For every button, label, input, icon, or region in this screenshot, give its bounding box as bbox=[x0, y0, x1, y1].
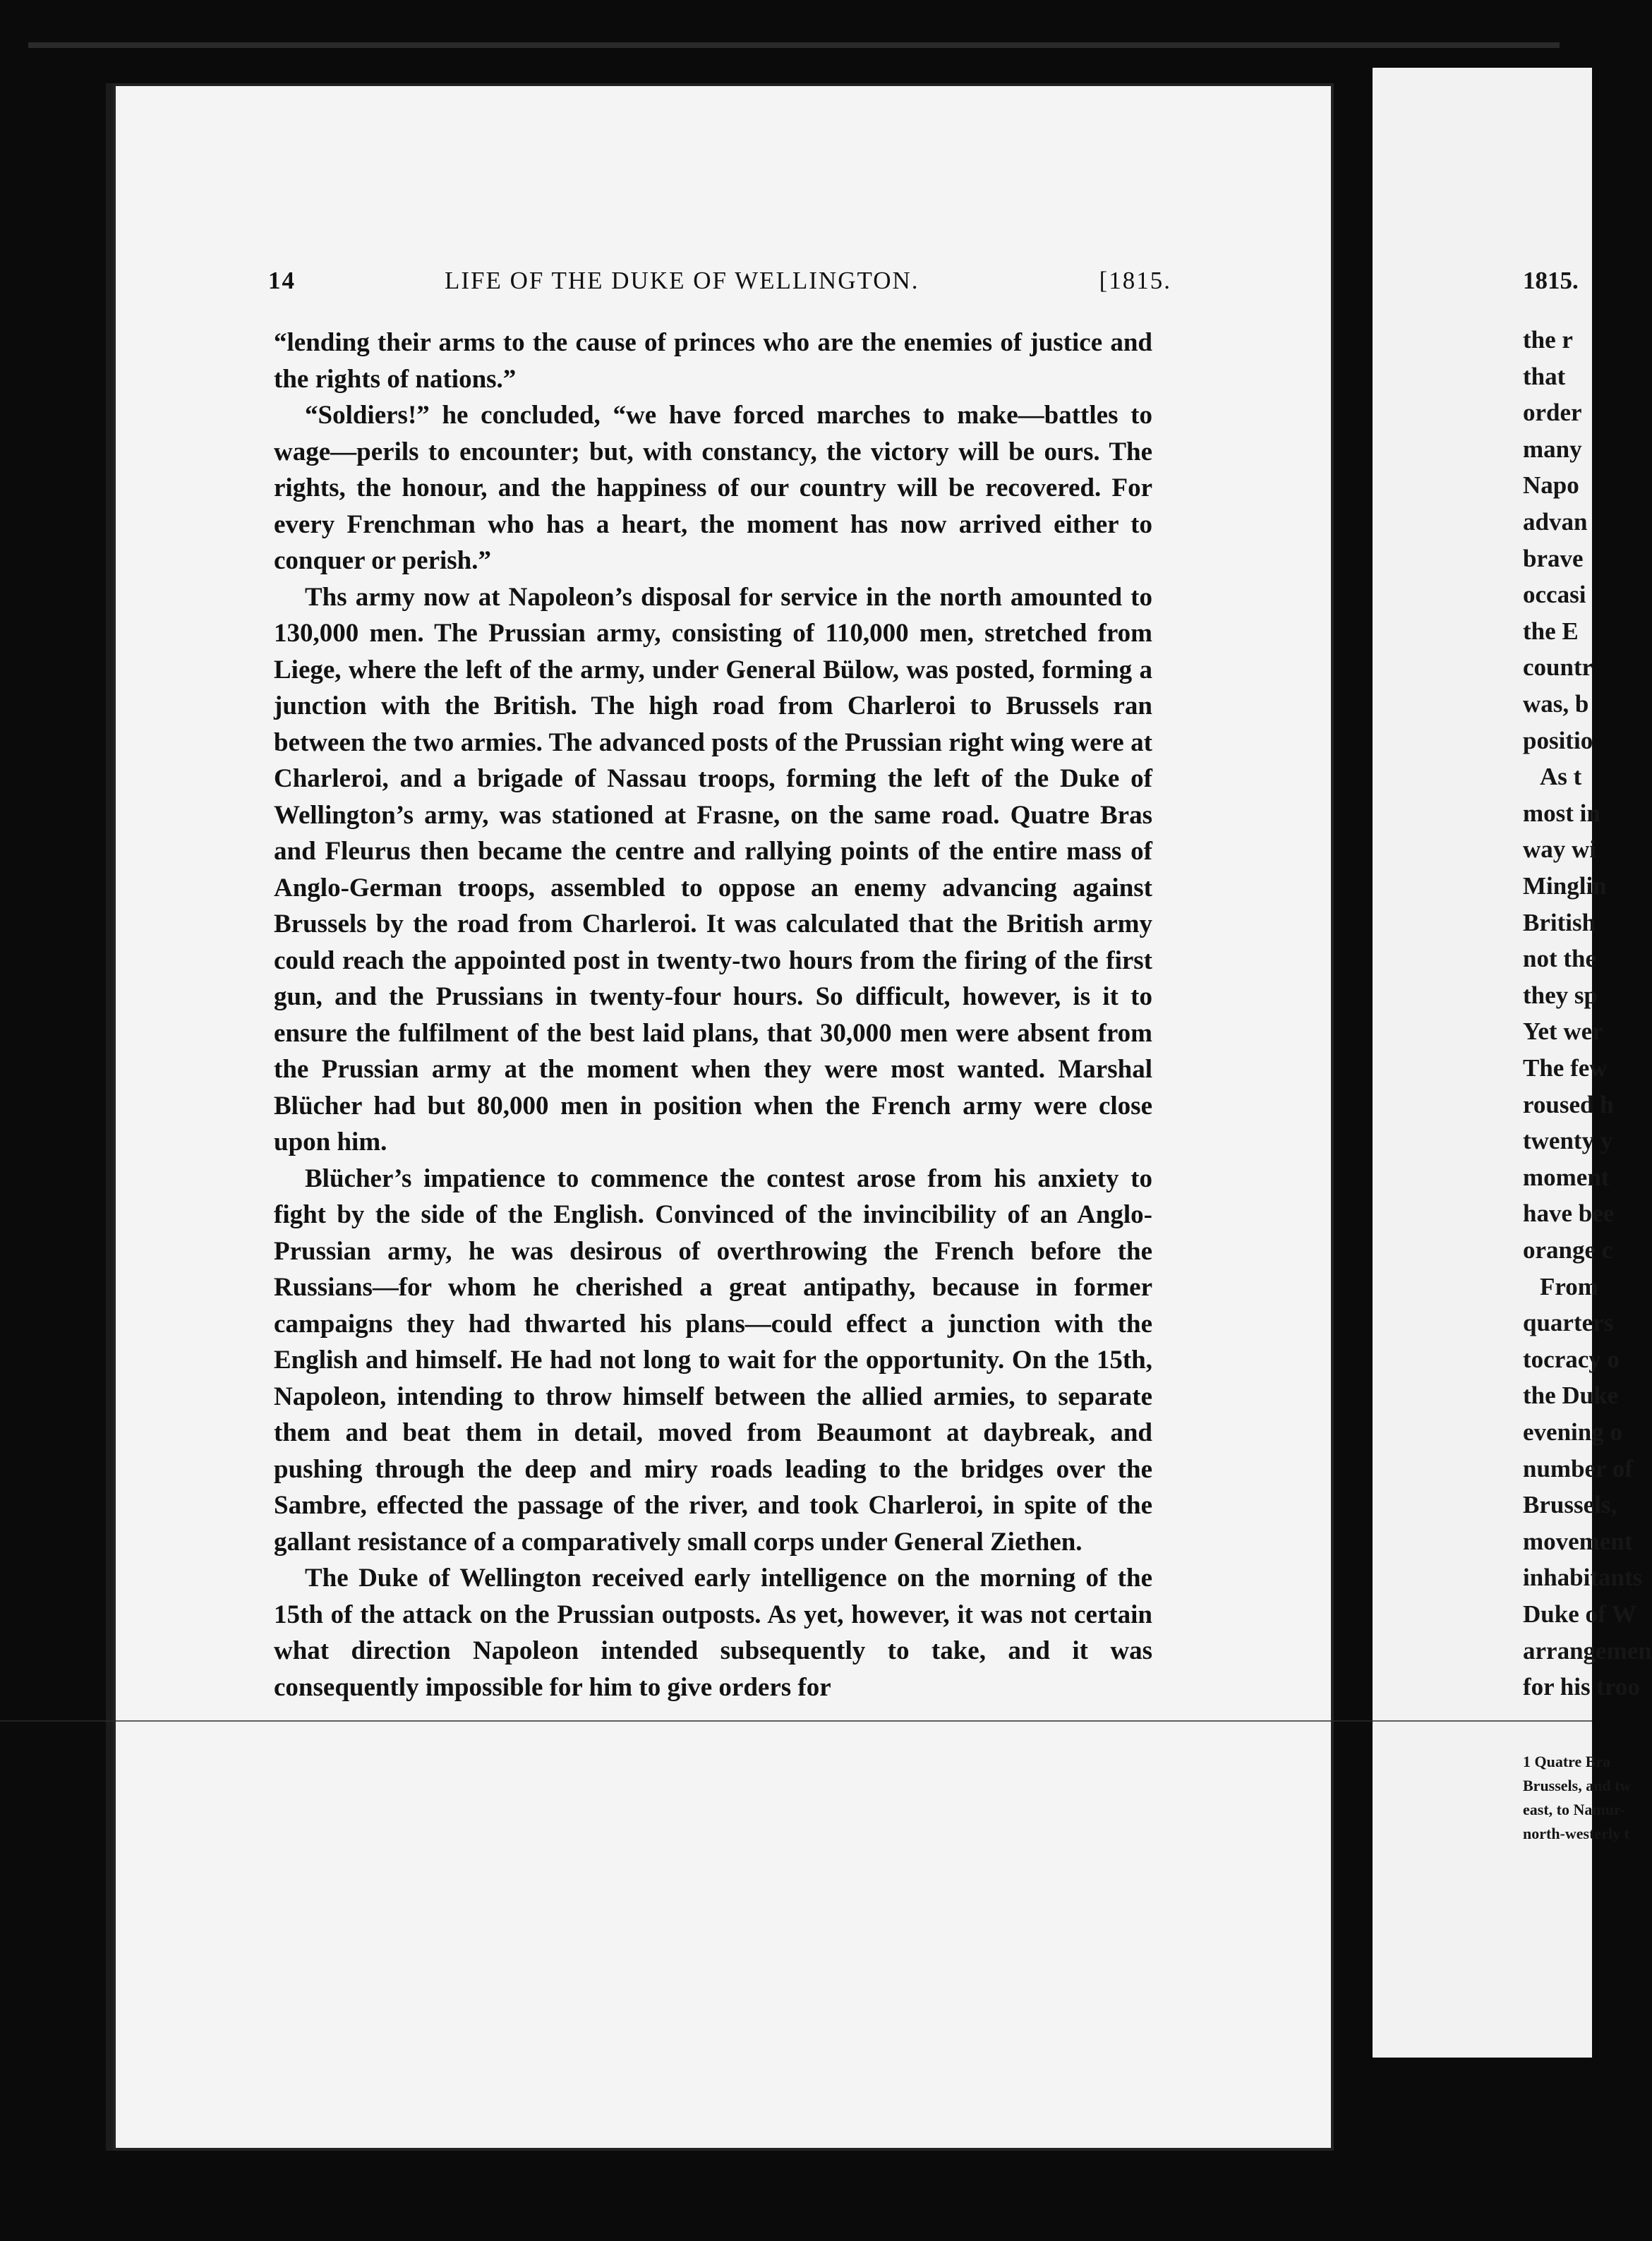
right-page-line: that bbox=[1523, 362, 1566, 390]
paragraph: “Soldiers!” he concluded, “we have forced marches to make—battles to wage—perils to encounter; but, with constancy, the victory will be ours. The rights, the honour, and the happiness of our country will be recovered. For every Frenchman who has a heart, the moment has now arrived either to conquer or perish.” bbox=[274, 401, 1152, 575]
right-page-line: the r bbox=[1523, 326, 1573, 354]
right-page-line: movement bbox=[1523, 1527, 1633, 1555]
right-page-footnote: 1 Quatre Bra bbox=[1523, 1753, 1611, 1770]
right-page-line: evening o bbox=[1523, 1418, 1622, 1446]
right-page-line: way wi bbox=[1523, 835, 1597, 864]
right-page-footnote: north-westerly t bbox=[1523, 1825, 1629, 1842]
body-text bbox=[274, 325, 1152, 1705]
paragraph: Ths army now at Napoleon’s disposal for service in the north amounted to 130,000 men. The Prussian army, consisting of 110,000 men, stretched from Liege, where the left of the army, under General Bülow, was posted, forming a junction with the British. The high road from Charleroi to Brussels ran between the two armies. The advanced posts of the Prussian right wing were at Charleroi, and a brigade of Nassau troops, forming the left of the Duke of Wellington’s army, was stationed at Frasne, on the same road. Quatre Bras and Fleurus then became the centre and rallying points of the entire mass of Anglo-German troops, assembled to oppose an enemy advancing against Brussels by the road from Charleroi. It was calculated that the British army could reach the appointed post in twenty-two hours from the firing of the first gun, and the Prussians in twenty-four hours. So difficult, however, is it to ensure the fulfilment of the best laid plans, that 30,000 men were absent from the Prussian army at the moment when they were most wanted. Marshal Blücher had but 80,000 men in position when the French army were close upon him. bbox=[274, 582, 1152, 1156]
right-page-line: tocracy o bbox=[1523, 1345, 1620, 1373]
paragraph: Blücher’s impatience to commence the contest arose from his anxiety to fight by the side of the English. Convinced of the invincibility of an Anglo-Prussian army, he was desirous of overthrowing the French before the Russians—for whom he cherished a great antipathy, because in former campaigns they had thwarted his plans—could effect a junction with the English and himself. He had not long to wait for the opportunity. On the 15th, Napoleon, intending to throw himself between the allied armies, to separate them and beat them in detail, moved from Beaumont at daybreak, and pushing through the deep and miry roads leading to the bridges over the Sambre, effected the passage of the river, and took Charleroi, in spite of the gallant resistance of a comparatively small corps under General Ziethen. bbox=[274, 1164, 1152, 1557]
binding-shadow bbox=[28, 42, 1560, 48]
right-page-line: From bbox=[1540, 1272, 1598, 1300]
right-page-line: positio bbox=[1523, 726, 1593, 754]
right-page-line: countr bbox=[1523, 653, 1593, 682]
right-page-line: they sp bbox=[1523, 981, 1598, 1009]
right-page-line: twenty y bbox=[1523, 1127, 1613, 1155]
paragraph: The Duke of Wellington received early intelligence on the morning of the 15th of the attack on the Prussian outposts. As yet, however, it was not certain what direction Napoleon intended subsequently to take, and it was consequently impossible for him to give orders for bbox=[274, 1564, 1152, 1702]
right-page-line: moment bbox=[1523, 1163, 1610, 1191]
right-page-line: the E bbox=[1523, 617, 1579, 645]
right-page-line: British bbox=[1523, 908, 1596, 936]
paragraph: “lending their arms to the cause of princes who are the enemies of justice and the rights of nations.” bbox=[274, 328, 1152, 394]
scan-line bbox=[0, 1720, 1592, 1722]
right-page-header: 1815. bbox=[1523, 267, 1579, 294]
right-page-line: brave bbox=[1523, 544, 1584, 572]
right-page-line: Napo bbox=[1523, 471, 1579, 500]
right-page-line: occasi bbox=[1523, 581, 1586, 609]
right-page-line: order bbox=[1523, 399, 1582, 427]
right-page-line: the Duke bbox=[1523, 1382, 1619, 1410]
right-page-line: quarters bbox=[1523, 1309, 1614, 1337]
right-page-line: The few bbox=[1523, 1054, 1608, 1082]
right-page-line: for his troo bbox=[1523, 1673, 1640, 1701]
right-page-line: roused h bbox=[1523, 1090, 1614, 1118]
right-page-line: many bbox=[1523, 435, 1582, 463]
page-number: 14 bbox=[268, 267, 296, 294]
right-page-line: Yet wer bbox=[1523, 1017, 1603, 1046]
right-page-line: advan bbox=[1523, 508, 1588, 536]
right-page-line: inhabitants bbox=[1523, 1564, 1643, 1592]
right-page-line: have bee bbox=[1523, 1200, 1615, 1228]
header-year: [1815. bbox=[1099, 267, 1171, 294]
right-page-line: Duke of W bbox=[1523, 1600, 1636, 1628]
right-page-line: Brussels, bbox=[1523, 1491, 1617, 1519]
right-page-line: was, b bbox=[1523, 690, 1589, 718]
running-header bbox=[268, 267, 1171, 316]
running-title: LIFE OF THE DUKE OF WELLINGTON. bbox=[445, 267, 920, 294]
right-page-line: orange c bbox=[1523, 1236, 1613, 1264]
right-page-line: most in bbox=[1523, 799, 1600, 827]
right-page-line: Minglin bbox=[1523, 872, 1607, 900]
right-page-line: not the bbox=[1523, 945, 1597, 973]
right-page-footnote: Brussels, and tw bbox=[1523, 1777, 1632, 1794]
right-page-footnote: east, to Namur- bbox=[1523, 1801, 1626, 1818]
right-page-line: number of bbox=[1523, 1454, 1633, 1482]
right-page-line: As t bbox=[1540, 763, 1582, 791]
right-page-line: arrangemen bbox=[1523, 1636, 1652, 1665]
